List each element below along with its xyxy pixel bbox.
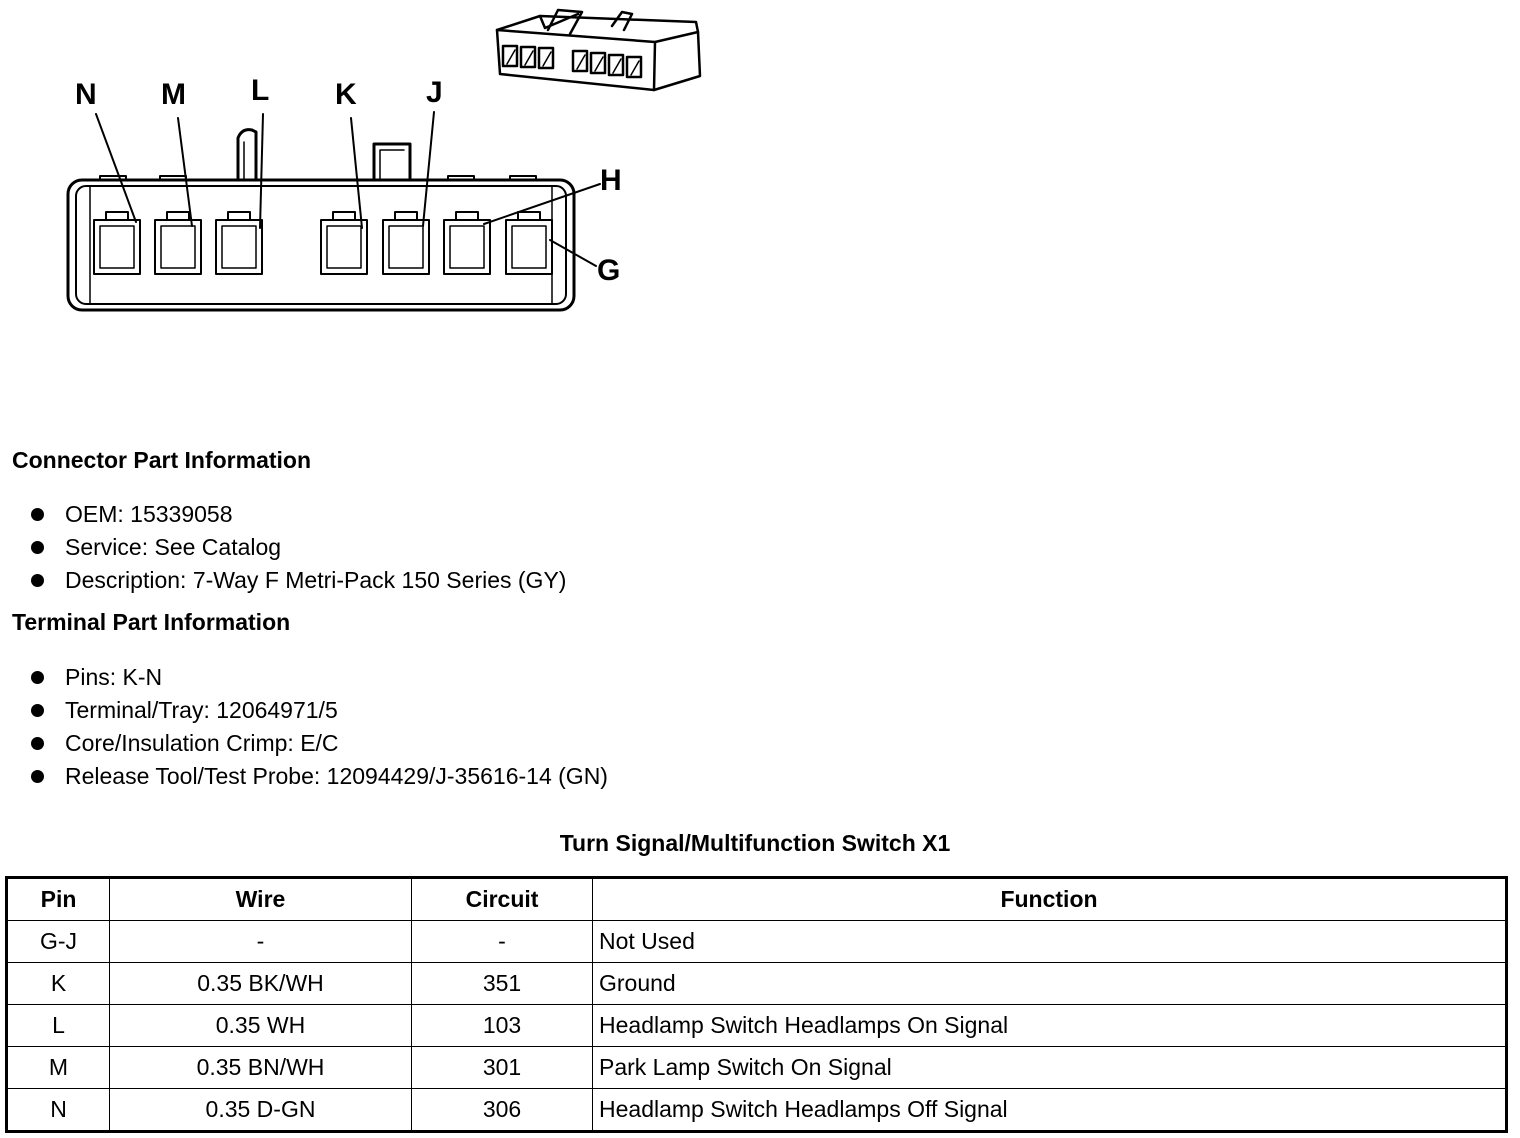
bullet-icon (31, 671, 44, 684)
table-header-row (7, 878, 1507, 921)
terminal-cavities (94, 212, 552, 274)
cell-pin: K (7, 963, 110, 1005)
cell-function: Not Used (593, 921, 1507, 963)
table-row (7, 1089, 1507, 1132)
table-title: Turn Signal/Multifunction Switch X1 (559, 830, 951, 856)
pin-label-N: N (75, 78, 97, 111)
cavity-N (94, 212, 140, 274)
pin-label-H: H (600, 164, 622, 197)
pinout-table (5, 876, 1508, 1133)
cavity-K (321, 212, 367, 274)
cell-circuit: 351 (412, 963, 593, 1005)
cell-function: Headlamp Switch Headlamps Off Signal (593, 1089, 1507, 1132)
table-row (7, 963, 1507, 1005)
cell-circuit: 306 (412, 1089, 593, 1132)
bullet-icon (31, 770, 44, 783)
cavity-J (383, 212, 429, 274)
bullet-icon (31, 508, 44, 521)
pin-label-L: L (251, 74, 270, 107)
connector-info-title: Connector Part Information (12, 447, 312, 473)
pin-label-K: K (335, 78, 357, 111)
cell-function: Headlamp Switch Headlamps On Signal (593, 1005, 1507, 1047)
connector-info-list (28, 498, 566, 597)
bullet-icon (31, 704, 44, 717)
table-row (7, 1005, 1507, 1047)
header-pin: Pin (7, 878, 110, 921)
list-item: Terminal/Tray: 12064971/5 (28, 694, 608, 727)
cell-function: Park Lamp Switch On Signal (593, 1047, 1507, 1089)
list-item: Pins: K-N (28, 661, 608, 694)
pin-label-M: M (161, 78, 186, 111)
cavity-H (444, 212, 490, 274)
table-row (7, 921, 1507, 963)
bullet-icon (31, 574, 44, 587)
cell-pin: N (7, 1089, 110, 1132)
terminal-info-list (28, 661, 608, 793)
cell-circuit: - (412, 921, 593, 963)
list-item: Release Tool/Test Probe: 12094429/J-35616-14 (GN) (28, 760, 608, 793)
list-item: Service: See Catalog (28, 531, 566, 564)
cell-pin: M (7, 1047, 110, 1089)
header-function: Function (593, 878, 1507, 921)
list-item: OEM: 15339058 (28, 498, 566, 531)
cell-wire: 0.35 BK/WH (110, 963, 412, 1005)
connector-3d-view (497, 10, 700, 90)
cell-pin: G-J (7, 921, 110, 963)
table-row (7, 1047, 1507, 1089)
pin-label-G: G (597, 254, 621, 287)
cell-wire: 0.35 WH (110, 1005, 412, 1047)
list-item: Core/Insulation Crimp: E/C (28, 727, 608, 760)
bullet-icon (31, 541, 44, 554)
cavity-M (155, 212, 201, 274)
cell-circuit: 301 (412, 1047, 593, 1089)
cell-function: Ground (593, 963, 1507, 1005)
cavity-G (506, 212, 552, 274)
bullet-icon (31, 737, 44, 750)
cell-pin: L (7, 1005, 110, 1047)
leader-lines (96, 112, 600, 266)
cavity-L (216, 212, 262, 274)
cell-wire: 0.35 BN/WH (110, 1047, 412, 1089)
pin-label-J: J (426, 76, 443, 109)
cell-circuit: 103 (412, 1005, 593, 1047)
terminal-info-title: Terminal Part Information (12, 609, 291, 635)
connector-diagram (0, 0, 720, 330)
list-item: Description: 7-Way F Metri-Pack 150 Series (GY) (28, 564, 566, 597)
cell-wire: 0.35 D-GN (110, 1089, 412, 1132)
header-wire: Wire (110, 878, 412, 921)
cell-wire: - (110, 921, 412, 963)
header-circuit: Circuit (412, 878, 593, 921)
